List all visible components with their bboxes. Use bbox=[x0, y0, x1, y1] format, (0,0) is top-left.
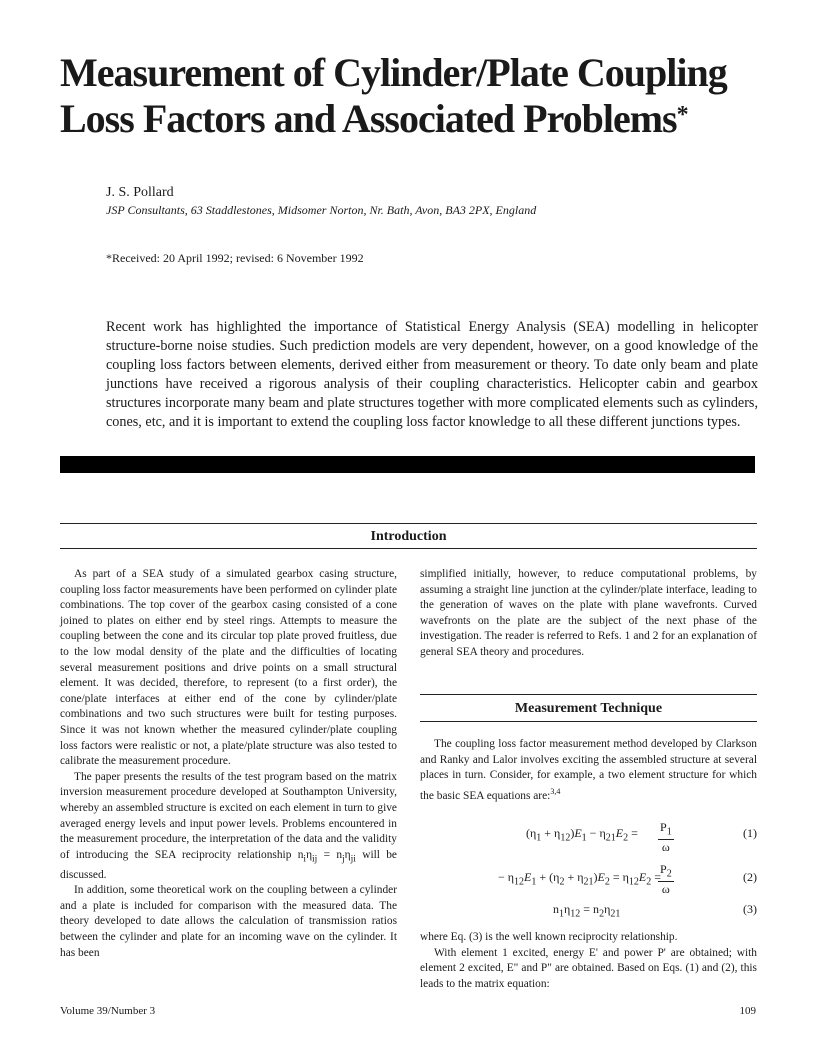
intro-paragraph-2: The paper presents the results of the test program based on the matrix inversion measurement procedure developed at Southampton University, whereby an assembled structure is excited on each element in turn to give averaged energy levels and input power levels. Problems encountered in the measurement procedure, the interpretation of the data and the validity of introducing the SEA reciprocity relationship $n_i\eta_{ij} = n_j\eta_{ji}$ will be discussed. bbox=[60, 770, 397, 881]
measurement-text bbox=[420, 737, 757, 804]
section-rule-bottom bbox=[60, 548, 757, 549]
equation-3-number: (3) bbox=[743, 902, 757, 916]
intro-paragraph-3: In addition, some theoretical work on the coupling between a cylinder and a plate is included for comparison with the measured data. The theory developed to date allows the calculation of transmission ratios between the cylinder and plate for an incoming wave on the cylinder. It has been bbox=[60, 884, 397, 959]
section-rule-top bbox=[60, 523, 757, 524]
paper-title bbox=[60, 50, 780, 142]
equation-2-number: (2) bbox=[743, 870, 757, 884]
equation-3: $n_1\eta_{12} = n_2\eta_{21}$ (3) bbox=[553, 902, 757, 920]
measurement-paragraph-text: The coupling loss factor measurement method developed by Clarkson and Ranky and Lalor involves exciting the assembled structure at several places in turn. Consider, for example, a two element structure for which the basic SEA equations are: bbox=[420, 738, 757, 802]
section-heading-measurement: Measurement Technique bbox=[514, 701, 663, 716]
abstract-divider-bar bbox=[60, 456, 755, 473]
intro-continued-paragraph: simplified initially, however, to reduce computational problems, by assuming a straight line junction at the cylinder/plate interface, leading to the generation of waves on the plate with plane wavefronts. Curved wavefronts on the plate are the subject of the next phase of the investigation. The reader is referred to Refs. 1 and 2 for an explanation of general SEA theory and procedures. bbox=[420, 568, 757, 658]
intro-paragraph-2-text: The paper presents the results of the test program based on the matrix inversion measurement procedure developed at Southampton University, whereby an assembled structure is excited on each element in turn to give averaged energy levels and input power levels. Problems encountered in the measurement procedure, the interpretation of the data and the validity of introducing the SEA reciprocity relationship n bbox=[60, 770, 397, 861]
equation-2: − $\eta_{12}E_1 + (\eta_2 + \eta_{21})E_2 = \eta_{12}E_2$ = $\frac{P_2}{\omega}$ (2) bbox=[498, 862, 757, 897]
title-line-1: Measurement of Cylinder/Plate Coupling bbox=[60, 50, 727, 95]
right-column-top bbox=[420, 567, 757, 661]
footer-volume: Volume 39/Number 3 bbox=[60, 1005, 156, 1017]
measurement-refs: 3,4 bbox=[550, 786, 561, 796]
after-equation-paragraph-2: With element 1 excited, energy E' and power P' are obtained; with element 2 excited, E" and P" are obtained. Based on Eqs. (1) and (2), this leads to the matrix equation: bbox=[420, 946, 757, 990]
measurement-rule-top bbox=[420, 694, 757, 695]
title-footnote-mark: * bbox=[676, 102, 688, 128]
author-name: J. S. Pollard bbox=[106, 185, 174, 200]
intro-paragraph-1: As part of a SEA study of a simulated gearbox casing structure, coupling loss factor measurements have been performed on cylinder plate combinations. The top cover of the gearbox casing consisted of a cone joined to plates on either end by steel rings. Attempts to measure the coupling between the cone and its circular top plate proved fruitless, due to the low modal density of the plate and the difficulties of locating several measurement positions and drive points on a small structural element. It was decided, therefore, to represent (to a first order), the cone/plate interfaces at either end of the cone by cylinder/plate combinations and two such structures were built for testing purposes. Since it was not known whether the measured cylinder/plate coupling loss factors were realistic or not, a plate/plate structure was also tested to calibrate the measurement procedure. bbox=[60, 568, 397, 768]
footer-page-number: 109 bbox=[739, 1005, 756, 1017]
author-affiliation: JSP Consultants, 63 Staddlestones, Midsomer Norton, Nr. Bath, Avon, BA3 2PX, England bbox=[106, 203, 537, 217]
after-equation-paragraph-1: where Eq. (3) is the well known reciprocity relationship. bbox=[420, 931, 678, 943]
measurement-paragraph bbox=[420, 737, 757, 804]
intro-paragraph-2-tail: will be discussed. bbox=[60, 848, 397, 881]
right-column-bottom bbox=[420, 930, 757, 992]
measurement-rule-bottom bbox=[420, 721, 757, 722]
left-column bbox=[60, 567, 397, 961]
title-line-2: Loss Factors and Associated Problems bbox=[60, 96, 677, 141]
section-heading-introduction: Introduction bbox=[370, 529, 447, 544]
received-note: *Received: 20 April 1992; revised: 6 November 1992 bbox=[106, 251, 364, 265]
equation-1: $(\eta_1 + \eta_{12})E_1 - \eta_{21}E_2$ = $\frac{P_1}{\omega}$ (1) bbox=[526, 820, 757, 855]
equation-1-number: (1) bbox=[743, 826, 757, 840]
abstract: Recent work has highlighted the importance of Statistical Energy Analysis (SEA) modelling in helicopter structure-borne noise studies. Such prediction models are very dependent, however, on a good knowledge of the coupling loss factors between elements, derived either from measurement or theory. To date only beam and plate junctions have received a rigorous analysis of their coupling characteristics. Helicopter cabin and gearbox structures incorporate many beam and plate structures together with more complicated elements such as cylinders, cones, etc, and it is important to extend the coupling loss factor knowledge to all these different junctions types. bbox=[106, 319, 758, 430]
